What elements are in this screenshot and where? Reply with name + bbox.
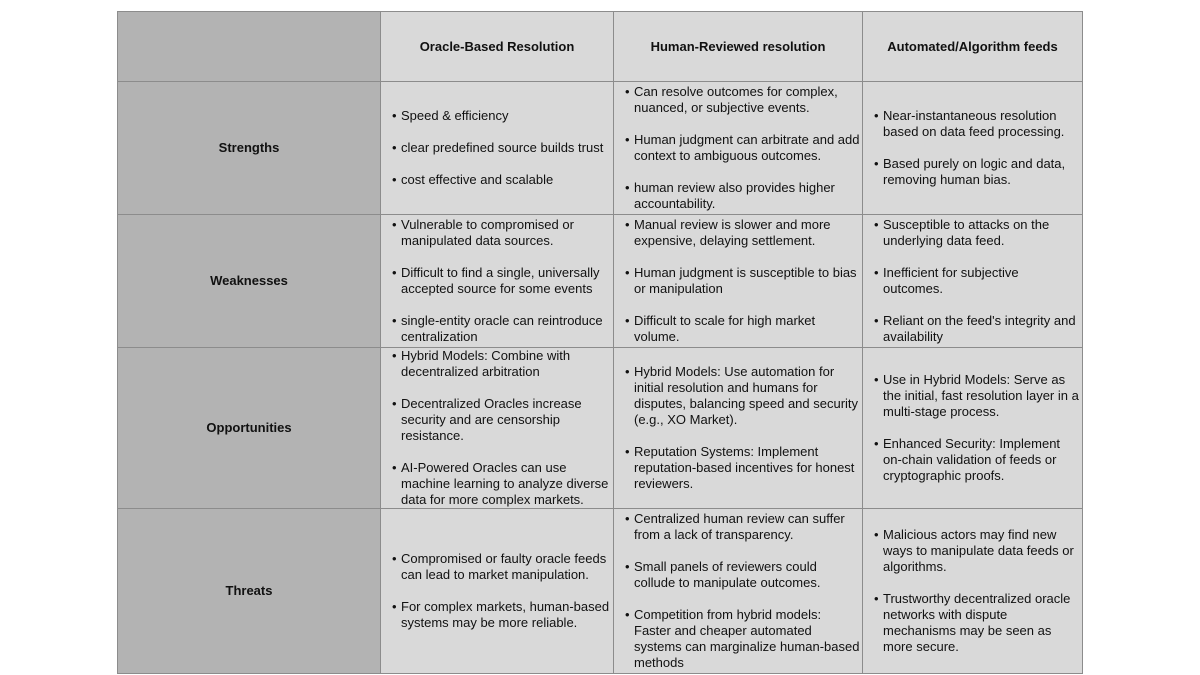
bullet-list	[614, 217, 862, 345]
cell-opportunities-oracle	[381, 348, 614, 509]
bullet-item: • Hybrid Models: Use automation for initial resolution and humans for disputes, balancing speed and security (e.g., XO Market).	[634, 364, 860, 428]
cell-threats-oracle	[381, 509, 614, 674]
bullet-item: • Compromised or faulty oracle feeds can lead to market manipulation.	[401, 551, 611, 583]
column-header-automated: Automated/Algorithm feeds	[863, 12, 1083, 82]
bullet-list	[614, 364, 862, 492]
bullet-item: • Inefficient for subjective outcomes.	[883, 265, 1080, 297]
bullet-item: • cost effective and scalable	[401, 172, 611, 188]
bullet-item: • single-entity oracle can reintroduce centralization	[401, 313, 611, 345]
bullet-item: • Hybrid Models: Combine with decentralized arbitration	[401, 348, 611, 380]
row-header-threats: Threats	[118, 509, 381, 674]
bullet-item: • Human judgment is susceptible to bias or manipulation	[634, 265, 860, 297]
row-opportunities	[118, 348, 1083, 509]
row-strengths	[118, 82, 1083, 215]
bullet-item: • human review also provides higher accountability.	[634, 180, 860, 212]
cell-opportunities-automated	[863, 348, 1083, 509]
bullet-item: • Susceptible to attacks on the underlying data feed.	[883, 217, 1080, 249]
bullet-item: • Small panels of reviewers could collude to manipulate outcomes.	[634, 559, 860, 591]
cell-strengths-human	[614, 82, 863, 215]
bullet-item: • Human judgment can arbitrate and add context to ambiguous outcomes.	[634, 132, 860, 164]
bullet-item: • Based purely on logic and data, removing human bias.	[883, 156, 1080, 188]
bullet-list	[863, 108, 1082, 188]
cell-weaknesses-automated	[863, 215, 1083, 348]
bullet-item: • Vulnerable to compromised or manipulated data sources.	[401, 217, 611, 249]
cell-weaknesses-oracle	[381, 215, 614, 348]
row-header-opportunities: Opportunities	[118, 348, 381, 509]
bullet-list	[863, 217, 1082, 345]
bullet-list	[863, 527, 1082, 655]
row-threats	[118, 509, 1083, 674]
row-header-weaknesses: Weaknesses	[118, 215, 381, 348]
bullet-item: • Difficult to find a single, universally accepted source for some events	[401, 265, 611, 297]
header-row	[118, 12, 1083, 82]
bullet-item: • Can resolve outcomes for complex, nuanced, or subjective events.	[634, 84, 860, 116]
bullet-item: • Reputation Systems: Implement reputation-based incentives for honest reviewers.	[634, 444, 860, 492]
bullet-item: • Difficult to scale for high market volume.	[634, 313, 860, 345]
bullet-item: • Decentralized Oracles increase security and are censorship resistance.	[401, 396, 611, 444]
cell-threats-human	[614, 509, 863, 674]
bullet-item: • Centralized human review can suffer from a lack of transparency.	[634, 511, 860, 543]
row-header-strengths: Strengths	[118, 82, 381, 215]
bullet-list	[381, 217, 613, 345]
bullet-list	[614, 84, 862, 212]
bullet-item: • Speed & efficiency	[401, 108, 611, 124]
bullet-item: • AI-Powered Oracles can use machine learning to analyze diverse data for more complex markets.	[401, 460, 611, 508]
bullet-item: • Enhanced Security: Implement on-chain validation of feeds or cryptographic proofs.	[883, 436, 1080, 484]
cell-strengths-automated	[863, 82, 1083, 215]
bullet-item: • Competition from hybrid models: Faster and cheaper automated systems can marginalize human-based methods	[634, 607, 860, 671]
bullet-item: • Reliant on the feed's integrity and availability	[883, 313, 1080, 345]
column-header-oracle: Oracle-Based Resolution	[381, 12, 614, 82]
bullet-item: • Use in Hybrid Models: Serve as the initial, fast resolution layer in a multi-stage process.	[883, 372, 1080, 420]
bullet-list	[381, 348, 613, 508]
bullet-list	[863, 372, 1082, 484]
bullet-item: • For complex markets, human-based systems may be more reliable.	[401, 599, 611, 631]
bullet-item: • Manual review is slower and more expensive, delaying settlement.	[634, 217, 860, 249]
bullet-item: • clear predefined source builds trust	[401, 140, 611, 156]
cell-threats-automated	[863, 509, 1083, 674]
bullet-list	[381, 551, 613, 631]
cell-opportunities-human	[614, 348, 863, 509]
bullet-item: • Trustworthy decentralized oracle networks with dispute mechanisms may be seen as more secure.	[883, 591, 1080, 655]
swot-table	[117, 11, 1083, 674]
column-header-human: Human-Reviewed resolution	[614, 12, 863, 82]
cell-weaknesses-human	[614, 215, 863, 348]
bullet-item: • Malicious actors may find new ways to manipulate data feeds or algorithms.	[883, 527, 1080, 575]
corner-cell	[118, 12, 381, 82]
bullet-list	[614, 511, 862, 671]
bullet-item: • Near-instantaneous resolution based on data feed processing.	[883, 108, 1080, 140]
cell-strengths-oracle	[381, 82, 614, 215]
row-weaknesses	[118, 215, 1083, 348]
bullet-list	[381, 108, 613, 188]
